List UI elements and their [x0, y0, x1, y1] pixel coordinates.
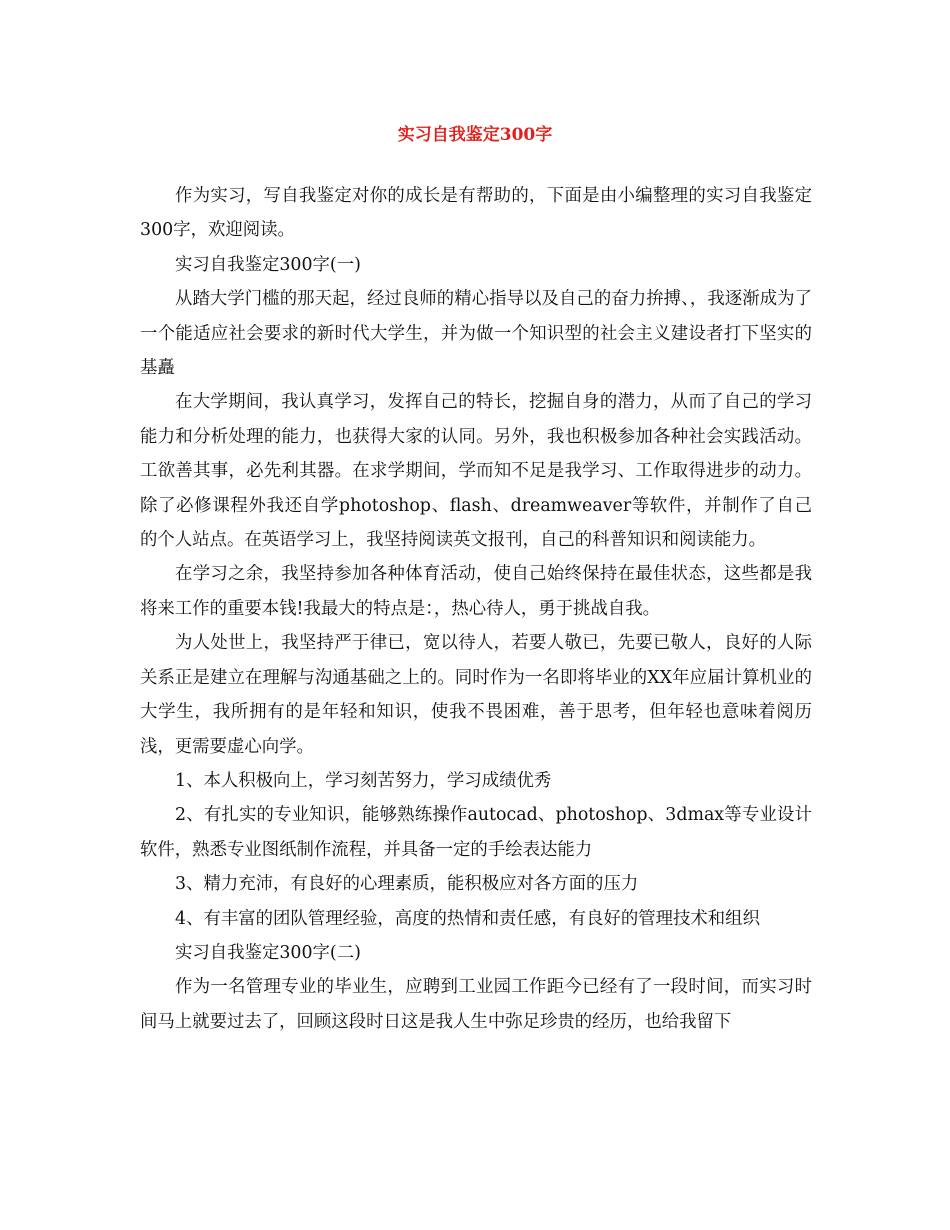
list-item: 2、有扎实的专业知识，能够熟练操作autocad、photoshop、3dmax等专业设计软件，熟悉专业图纸制作流程，并具备一定的手绘表达能力: [140, 805, 812, 860]
paragraph: 为人处世上，我坚持严于律已，宽以待人，若要人敬已，先要已敬人，良好的人际关系正是建立在理解与沟通基础之上的。同时作为一名即将毕业的XX年应届计算机业的大学生，我所拥有的是年轻和知识，使我不畏困难，善于思考，但年轻也意味着阅历浅，更需要虚心向学。: [140, 633, 812, 757]
paragraph: 在学习之余，我坚持参加各种体育活动，使自己始终保持在最佳状态，这些都是我将来工作的重要本钱!我最大的特点是：，热心待人，勇于挑战自我。: [140, 564, 812, 619]
paragraph: 从踏大学门槛的那天起，经过良师的精心指导以及自己的奋力拚搏、，我逐渐成为了一个能适应社会要求的新时代大学生，并为做一个知识型的社会主义建设者打下坚实的基矗: [140, 289, 812, 379]
list-item: 4、有丰富的团队管理经验，高度的热情和责任感，有良好的管理技术和组织: [175, 908, 760, 929]
document-body: [140, 179, 812, 1039]
paragraph: 作为一名管理专业的毕业生，应聘到工业园工作距今已经有了一段时间，而实习时间马上就要过去了，回顾这段时日这是我人生中弥足珍贵的经历，也给我留下: [140, 977, 812, 1032]
list-item: 1、本人积极向上，学习刻苦努力，学习成绩优秀: [175, 770, 552, 791]
section-heading-1: 实习自我鉴定300字(一): [175, 254, 361, 275]
list-item: 3、精力充沛，有良好的心理素质，能积极应对各方面的压力: [175, 874, 639, 895]
document-title: 实习自我鉴定300字: [397, 125, 553, 145]
section-heading-2: 实习自我鉴定300字(二): [175, 942, 361, 963]
intro-paragraph: 作为实习，写自我鉴定对你的成长是有帮助的，下面是由小编整理的实习自我鉴定300字，欢迎阅读。: [140, 186, 812, 241]
paragraph: 在大学期间，我认真学习，发挥自己的特长，挖掘自身的潜力，从而了自己的学习能力和分析处理的能力，也获得大家的认同。另外，我也积极参加各种社会实践活动。工欲善其事，必先利其器。在求学期间，学而知不足是我学习、工作取得进步的动力。除了必修课程外我还自学photoshop、flash、dreamweaver等软件，并制作了自己的个人站点。在英语学习上，我坚持阅读英文报刊，自己的科普知识和阅读能力。: [140, 392, 812, 551]
